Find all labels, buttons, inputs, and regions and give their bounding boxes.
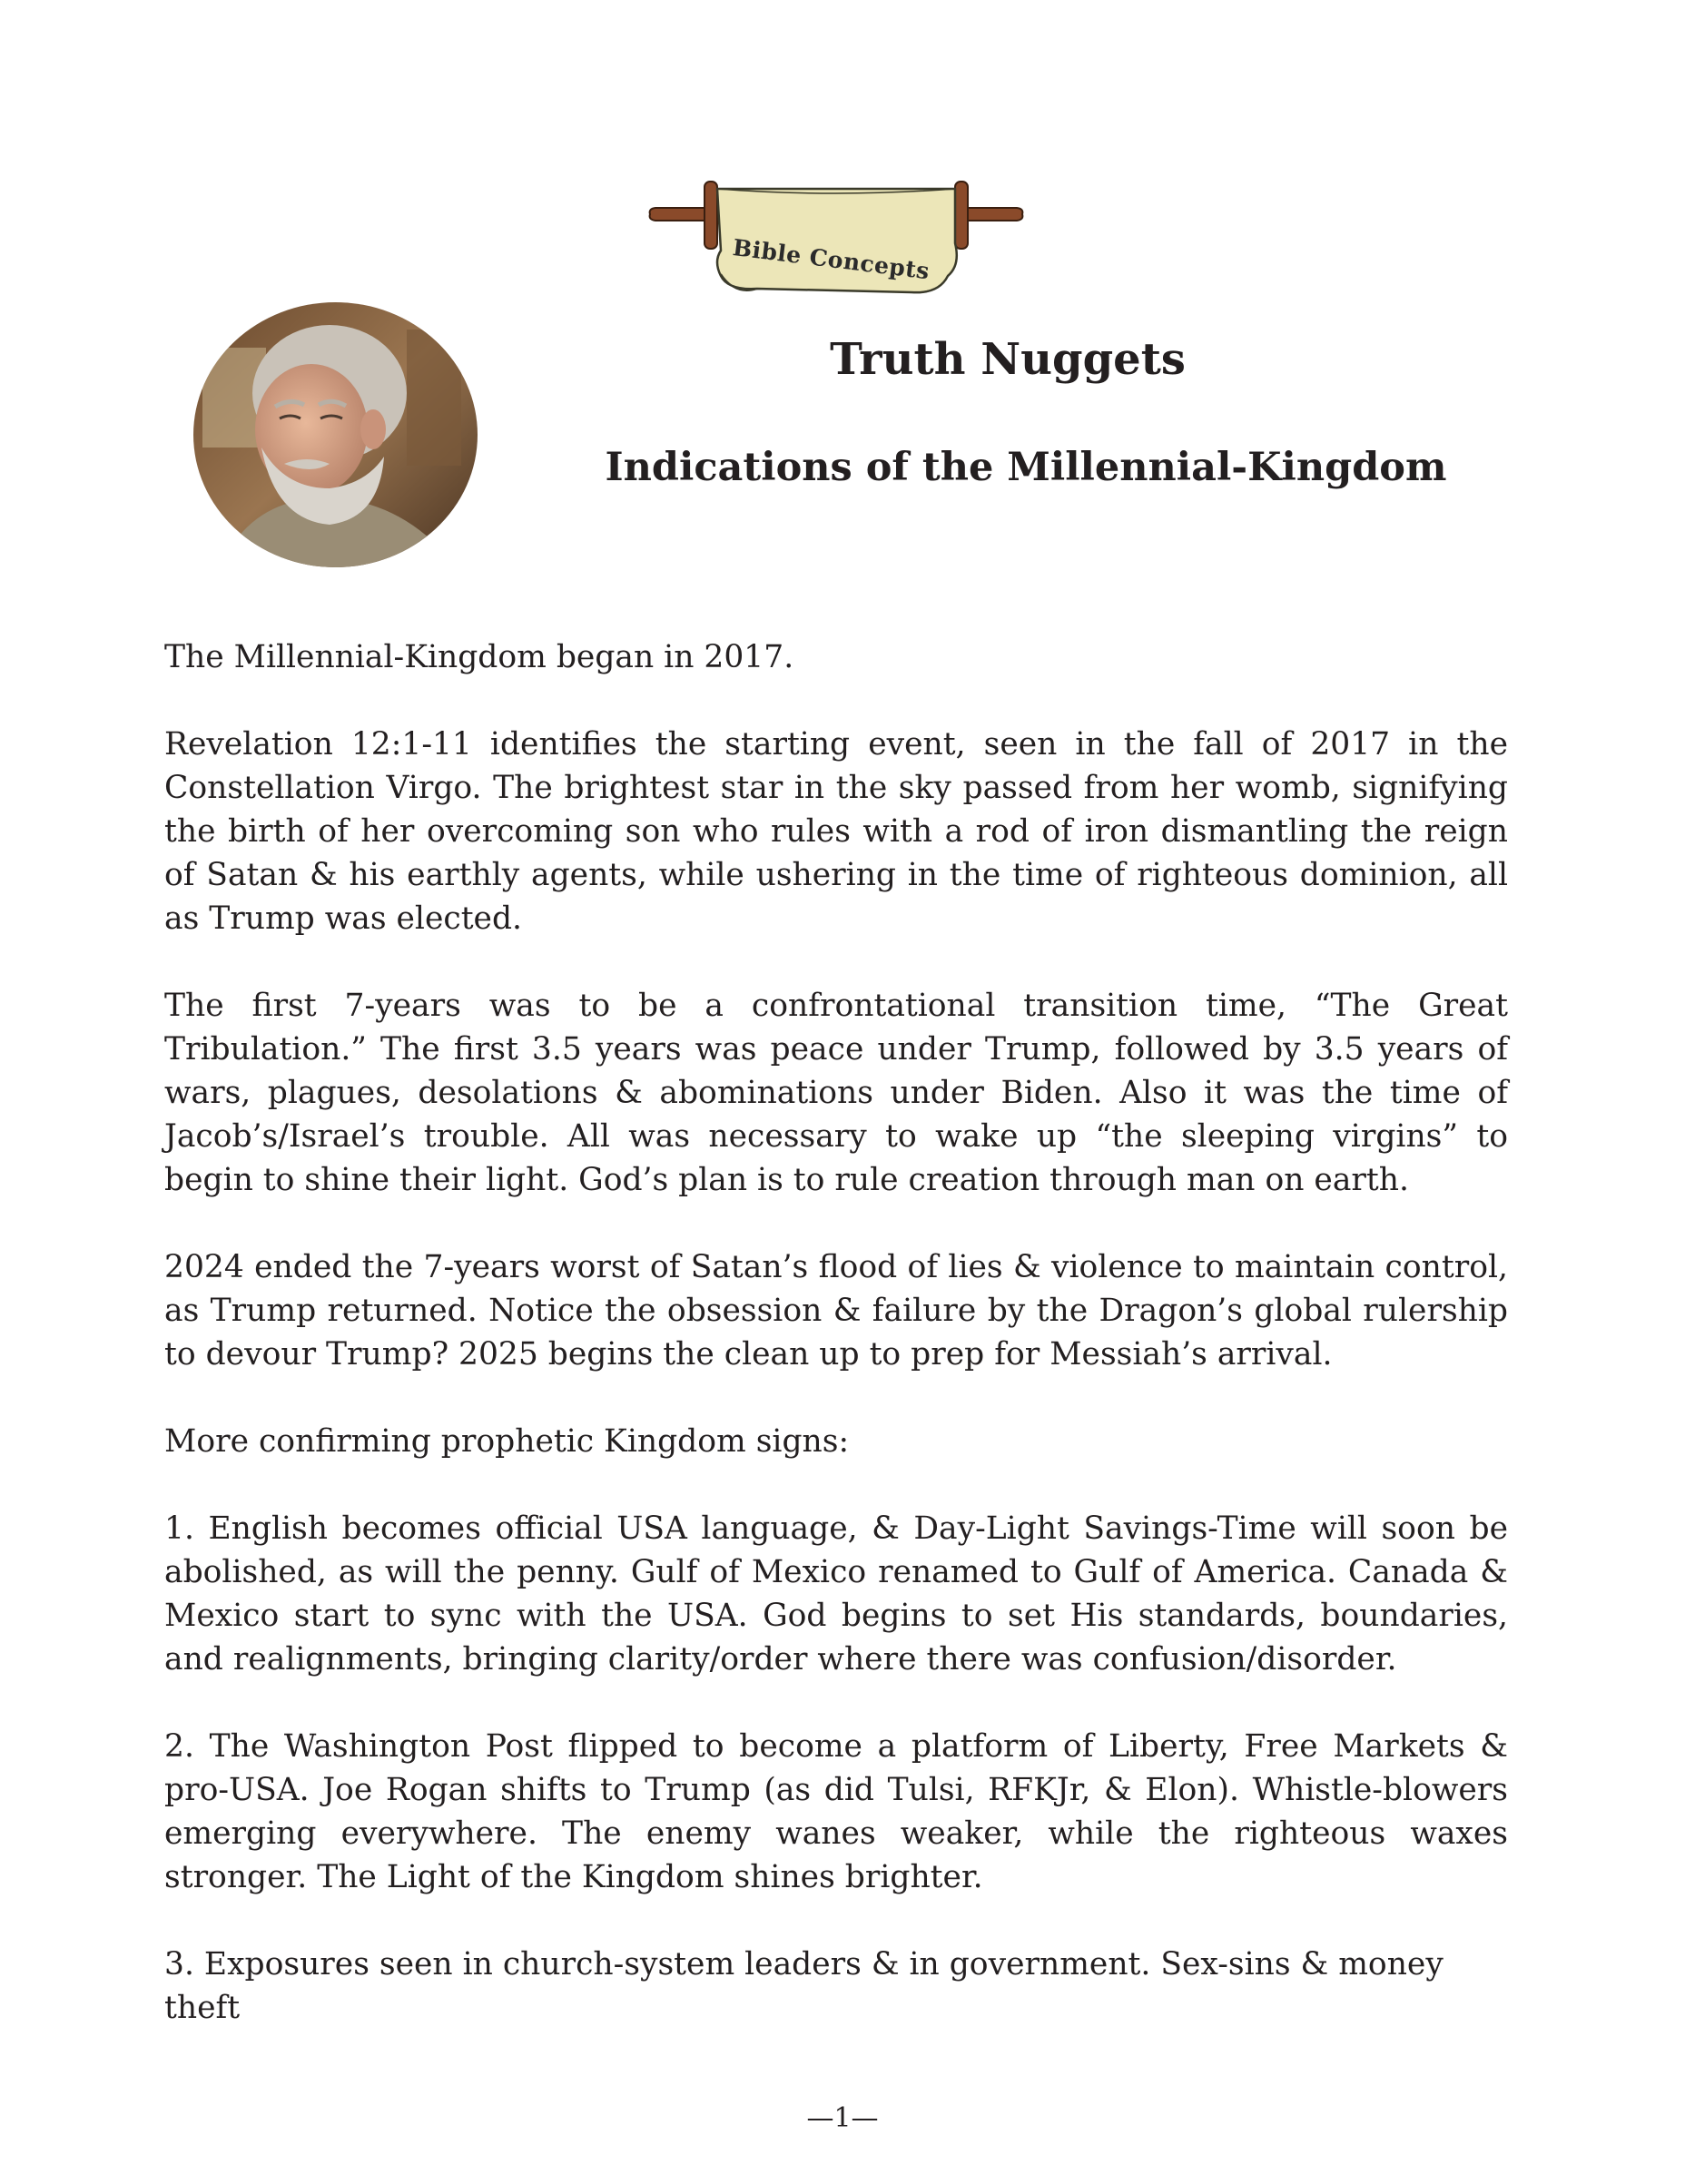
paragraph: More confirming prophetic Kingdom signs: <box>164 1423 850 1460</box>
page-subtitle: Indications of the Millennial-Kingdom <box>605 445 1447 490</box>
paragraph: 2. The Washington Post flipped to become a platform of Liberty, Free Markets & pro-USA. Joe Rogan shifts to Trump (as did Tulsi, RFKJr, & Elon). Whistle-blowers emerging everywhere. The enemy wanes weaker, while the righteous waxes stronger. The Light of the Kingdom shines brighter. <box>164 1728 1508 1895</box>
page-title: Truth Nuggets <box>830 334 1186 385</box>
page-number: —1— <box>806 2102 879 2134</box>
paragraph: The Millennial-Kingdom began in 2017. <box>164 639 794 675</box>
author-portrait <box>193 302 478 567</box>
scroll-icon <box>648 178 1024 300</box>
paragraph: The first 7-years was to be a confrontational transition time, “The Great Tribulation.” The first 3.5 years was peace under Trump, followed by 3.5 years of wars, plagues, desolations & abominations under Biden. Also it was the time of Jacob’s/Israel’s trouble. All was necessary to wake up “the sleeping virgins” to begin to shine their light. God’s plan is to rule creation through man on earth. <box>164 988 1508 1198</box>
paragraph: 2024 ended the 7-years worst of Satan’s flood of lies & violence to maintain control, as Trump returned. Notice the obsession & failure by the Dragon’s global rulership to devour Trump? 2025 begins the clean up to prep for Messiah’s arrival. <box>164 1249 1508 1372</box>
paragraph: Revelation 12:1-11 identifies the starting event, seen in the fall of 2017 in the Constellation Virgo. The brightest star in the sky passed from her womb, signifying the birth of her overcoming son who rules with a rod of iron dismantling the reign of Satan & his earthly agents, while ushering in the time of righteous dominion, all as Trump was elected. <box>164 726 1508 937</box>
paragraph: 1. English becomes official USA language, & Day-Light Savings-Time will soon be abolished, as will the penny. Gulf of Mexico renamed to Gulf of America. Canada & Mexico start to sync with the USA. God begins to set His standards, boundaries, and realignments, bringing clarity/order where there was confusion/disorder. <box>164 1510 1508 1677</box>
article-body <box>164 635 1508 2030</box>
paragraph: 3. Exposures seen in church-system leaders & in government. Sex-sins & money theft <box>164 1946 1444 2026</box>
bible-concepts-logo <box>648 178 1024 300</box>
logo-text: Bible Concepts <box>731 234 931 285</box>
